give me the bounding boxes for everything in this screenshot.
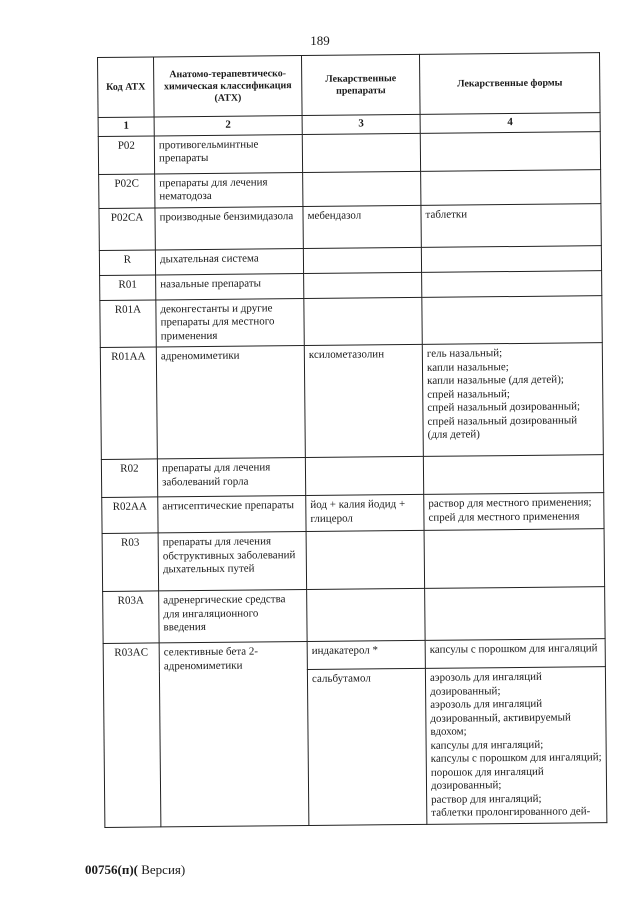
atx-classification: антисептические препараты: [158, 496, 306, 533]
atx-classification: деконгестанты и другие препараты для местного применения: [156, 298, 304, 347]
dosage-form-line: аэрозоль для ингаляций дозированный;: [429, 670, 542, 698]
dosage-forms: [425, 639, 605, 669]
table-body: [98, 131, 607, 827]
dosage-forms: [422, 343, 603, 457]
drug-name: [306, 530, 425, 589]
header-forms: Лекарственные формы: [419, 53, 600, 115]
atx-code: P02: [98, 135, 154, 174]
table-row: [102, 493, 604, 534]
atx-classification: препараты для лечения заболеваний горла: [157, 458, 305, 497]
drug-name: индакатерол *: [307, 640, 425, 669]
dosage-form-line: капсулы с порошком для ингаляций: [429, 642, 598, 656]
atx-classification: назальные препараты: [156, 273, 304, 299]
drug-name: [304, 272, 422, 298]
table-row: [103, 587, 605, 644]
dosage-forms: [423, 455, 603, 495]
atx-classification: препараты для лечения обструктивных заболеваний дыхательных путей: [158, 532, 307, 591]
table-row: [99, 203, 601, 250]
table-row: [99, 169, 601, 208]
atx-code: R01A: [100, 299, 156, 347]
atx-classification: адренергические средства для ингаляционного введения: [159, 590, 307, 643]
footer-code: 00756(п)(: [85, 862, 138, 877]
dosage-form-line: спрей назальный;: [427, 387, 510, 401]
dosage-form-line: капли назальные (для детей);: [427, 373, 564, 387]
atx-code: R03: [102, 533, 159, 592]
table-row: [98, 131, 600, 174]
column-number: 1: [98, 117, 154, 136]
atx-code: R01: [100, 274, 156, 300]
table-row: [100, 343, 603, 460]
footer-version: Версия): [137, 862, 186, 877]
dosage-form-line: таблетки пролонгированного дей-: [431, 805, 591, 819]
dosage-forms: [421, 245, 601, 272]
atx-code: R02AA: [102, 497, 158, 534]
dosage-form-line: капсулы с порошком для ингаляций;: [430, 751, 602, 765]
table-row: [102, 529, 605, 592]
dosage-form-line: таблетки: [425, 207, 468, 221]
atx-code: R02: [101, 459, 157, 498]
footer-document-code: [85, 862, 185, 878]
drug-name: сальбутамол: [307, 668, 426, 825]
atx-code: R: [99, 249, 155, 275]
atx-classification: препараты для лечения нематодоза: [155, 172, 303, 207]
dosage-forms: [421, 169, 601, 205]
dosage-form-line: раствор для ингаляций;: [431, 792, 542, 806]
page-number: 189: [310, 33, 330, 48]
atx-code: R01AA: [100, 347, 157, 460]
column-number: 2: [154, 116, 302, 136]
dosage-form-line: спрей для местного применения: [428, 509, 580, 524]
drug-name: [304, 297, 422, 346]
dosage-form-line: порошок для ингаляций дозированный;: [430, 765, 544, 792]
drug-name: йод + калия йодид + глицерол: [306, 494, 424, 531]
drug-name: [307, 588, 425, 641]
header-code: Код АТХ: [98, 57, 155, 118]
atx-classification: селективные бета 2-адреномиметики: [159, 642, 309, 827]
dosage-form-line: аэрозоль для ингаляций дозированный, активируемый вдохом;: [430, 697, 571, 738]
atx-code: R03A: [103, 591, 159, 644]
atx-code: P02C: [99, 173, 155, 208]
drug-name: [302, 133, 420, 172]
dosage-forms: [424, 529, 605, 589]
dosage-form-line: гель назальный;: [426, 347, 503, 360]
atx-classification-table: [97, 52, 607, 827]
dosage-form-line: капли назальные;: [426, 360, 509, 374]
dosage-forms: [425, 667, 606, 824]
drug-name: [305, 456, 423, 495]
drug-name: ксилометазолин: [304, 344, 423, 457]
header-drugs: Лекарственные препараты: [301, 54, 420, 115]
atx-classification: производные бензимидазола: [155, 206, 303, 249]
column-number: 4: [420, 113, 600, 133]
atx-classification: дыхательная система: [155, 248, 303, 274]
atx-code: R03AC: [103, 643, 161, 827]
dosage-forms: [422, 295, 602, 344]
dosage-forms: [421, 203, 601, 247]
drug-name: [303, 171, 421, 206]
dosage-form-line: раствор для местного применения;: [428, 496, 592, 510]
dosage-form-line: капсулы для ингаляций;: [430, 738, 544, 752]
dosage-forms: [422, 270, 602, 297]
dosage-form-line: спрей назальный дозированный;: [427, 400, 581, 414]
table-row: [101, 455, 603, 498]
dosage-forms: [420, 131, 600, 171]
dosage-form-line: спрей назальный дозированный (для детей): [427, 413, 578, 441]
header-classification: Анатомо-терапевтическо-химическая классификация (АТХ): [154, 56, 303, 117]
atx-classification: противогельминтные препараты: [154, 134, 302, 173]
table-row: [100, 295, 602, 347]
atx-classification: адреномиметики: [156, 346, 305, 459]
drug-name: мебендазол: [303, 205, 421, 248]
drug-name: [303, 247, 421, 273]
atx-code: P02CA: [99, 207, 155, 250]
column-number: 3: [302, 114, 420, 134]
dosage-forms: [424, 493, 604, 531]
dosage-forms: [425, 587, 605, 641]
